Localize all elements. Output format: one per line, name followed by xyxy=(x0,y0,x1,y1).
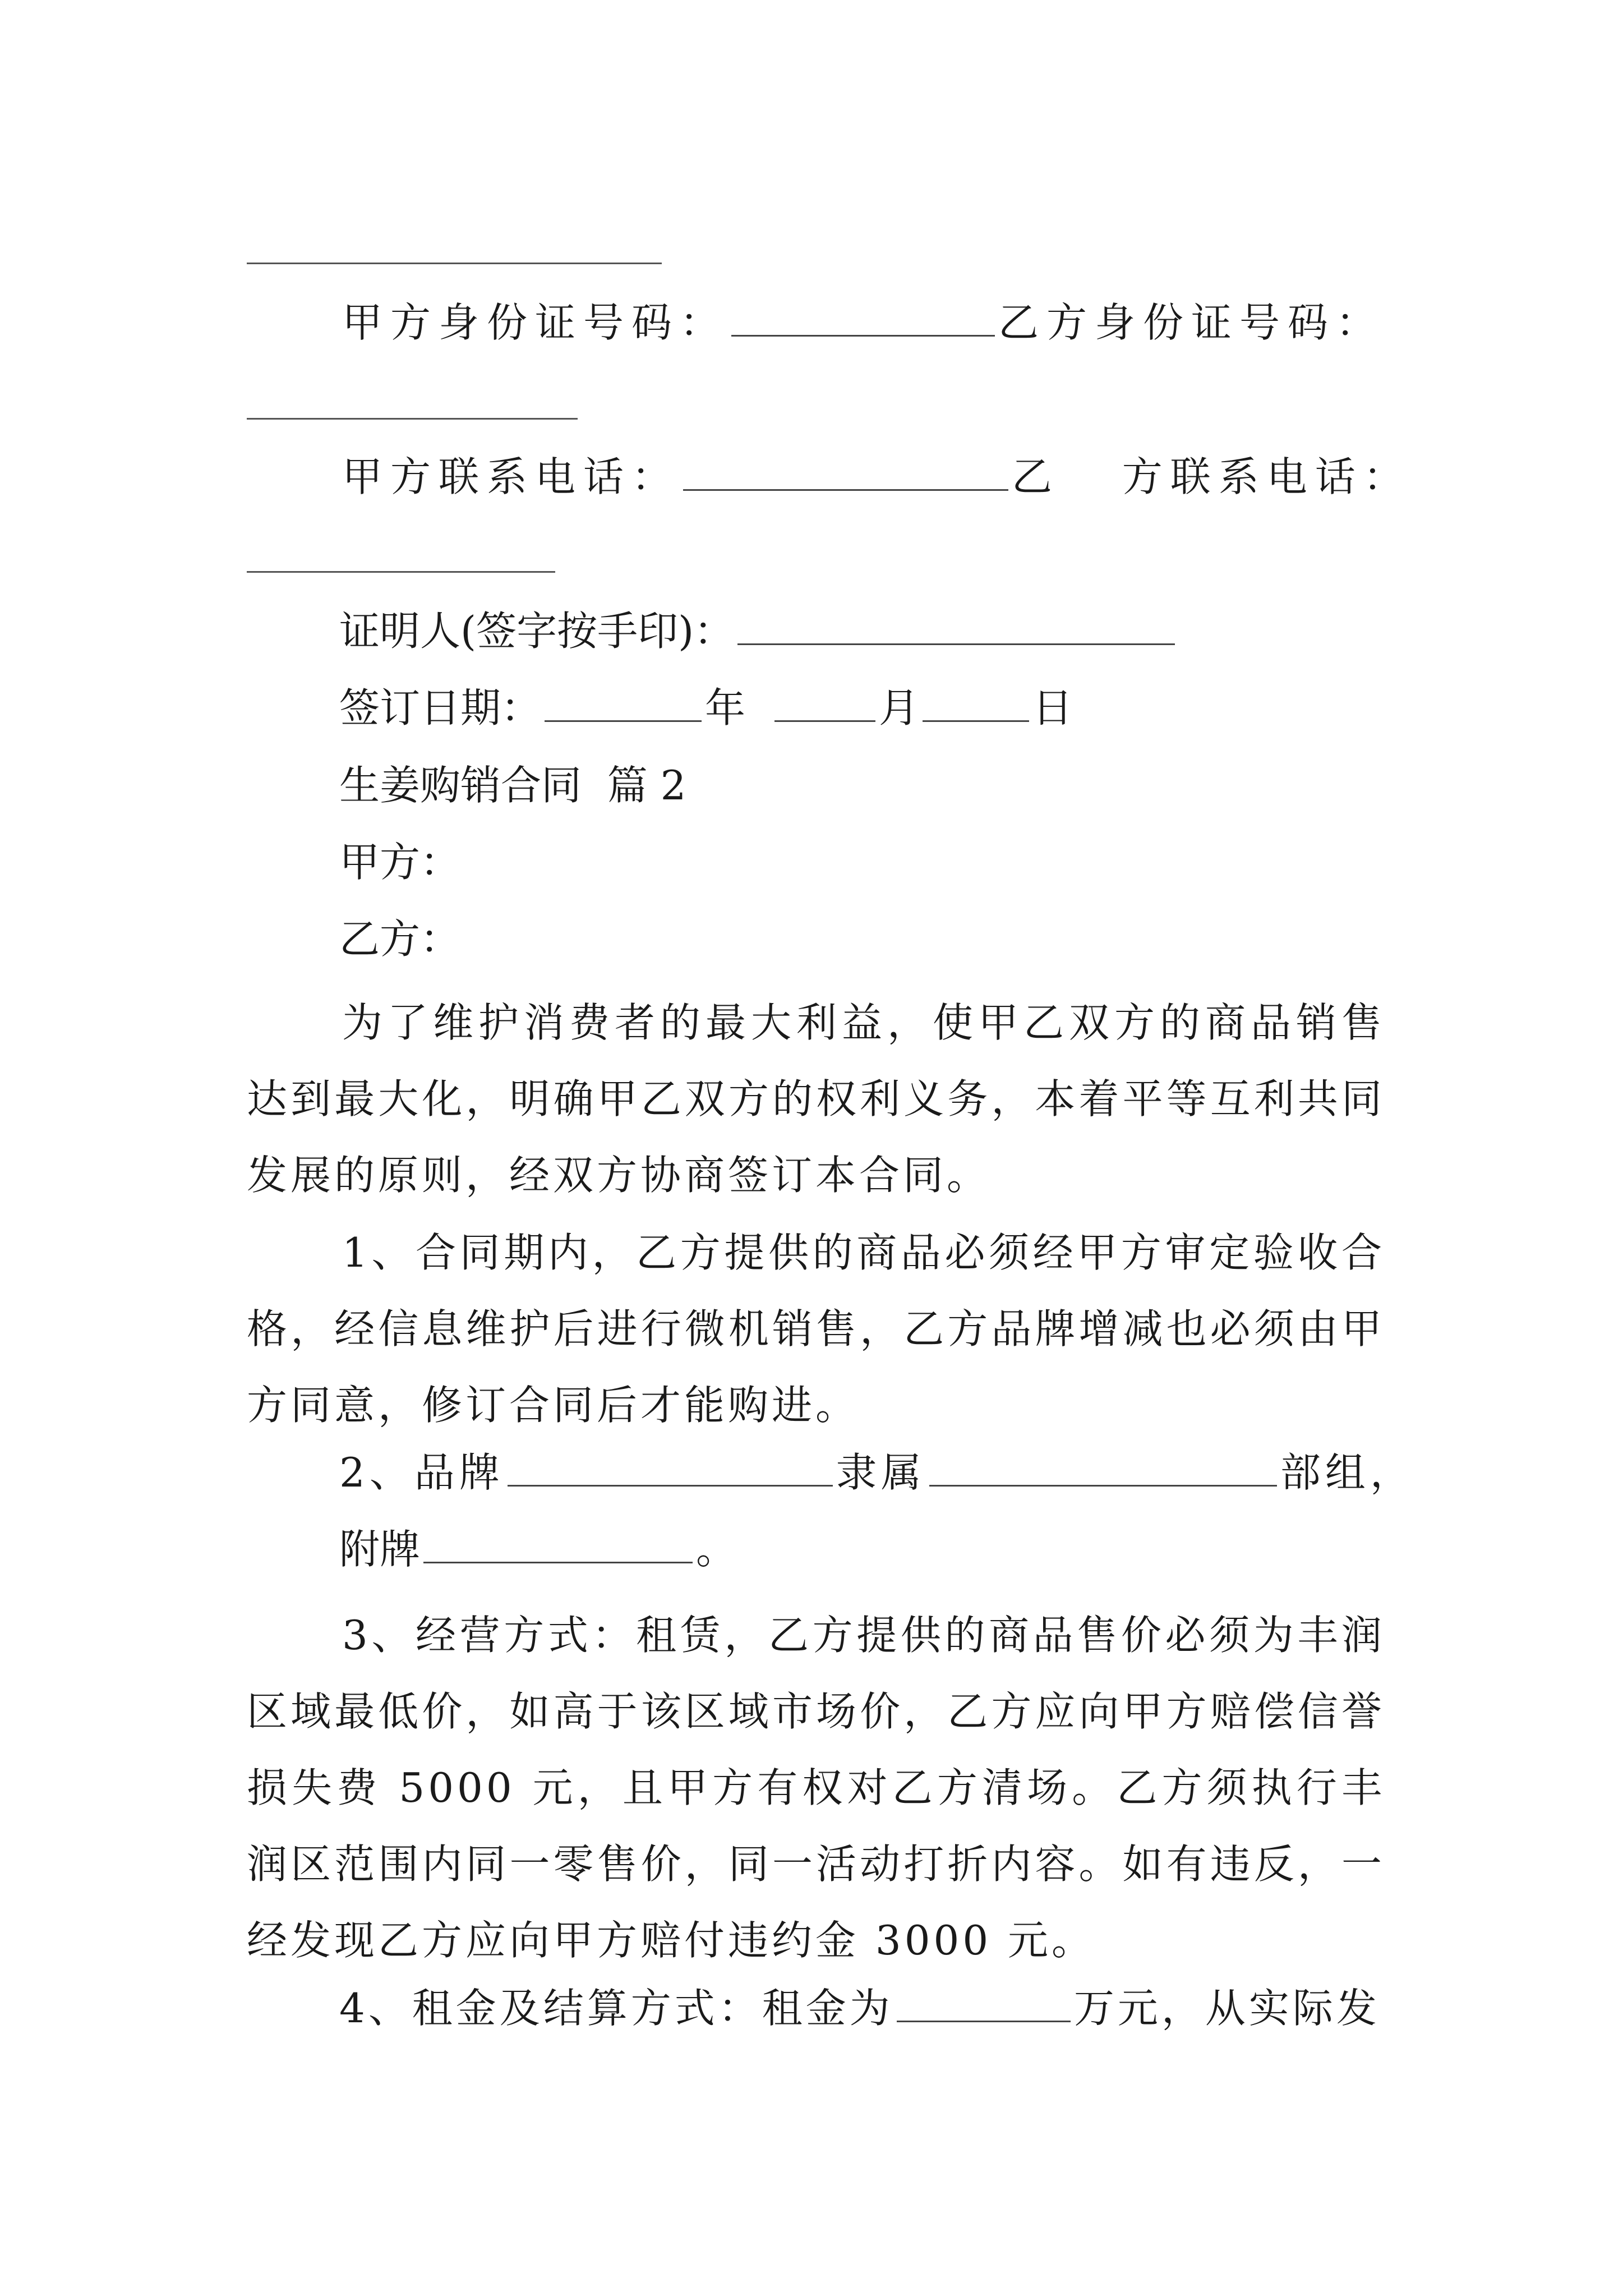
party-b-line: 乙方： xyxy=(339,915,461,963)
party-a-line: 甲方： xyxy=(339,839,461,886)
witness-blank xyxy=(737,605,1175,645)
party-b-id-blank xyxy=(247,418,578,420)
clause-2-mid: 隶属 xyxy=(836,1449,926,1496)
sign-date-line xyxy=(339,680,1073,736)
clause-2-line-1 xyxy=(339,1444,1415,1501)
party-b-id-label: 乙方身份证号码： xyxy=(998,299,1385,346)
clause-2-prefix: 2、品牌 xyxy=(339,1449,504,1496)
clause-4-line xyxy=(339,1980,1380,2036)
contract-title: 生姜购销合同 篇 2 xyxy=(339,762,686,809)
id-number-line xyxy=(342,295,1384,351)
month-label: 月 xyxy=(878,684,919,731)
month-blank xyxy=(774,682,875,722)
phone-line xyxy=(342,449,1412,505)
clause-4-prefix: 4、租金及结算方式：租金为 xyxy=(339,1985,893,2032)
department-blank xyxy=(929,1447,1277,1487)
party-a-id-blank xyxy=(731,297,995,337)
clause-2-line2-suffix: 。 xyxy=(696,1526,737,1573)
intro-paragraph: 为了维护消费者的最大利益，使甲乙双方的商品销售达到最大化，明确甲乙双方的权利义务，本着平等互利共同发展的原则，经双方协商签订本合同。 xyxy=(247,999,1385,1199)
date-label: 签订日期： xyxy=(339,684,542,731)
year-blank xyxy=(545,682,702,722)
clause-1: 1、合同期内，乙方提供的商品必须经甲方审定验收合格，经信息维护后进行微机销售，乙方品牌增减也必须由甲方同意，修订合同后才能购进。 xyxy=(247,1229,1385,1429)
party-a-phone-label: 甲方联系电话： xyxy=(342,453,680,500)
rent-blank xyxy=(897,1982,1071,2022)
day-blank xyxy=(923,682,1029,722)
clause-2-line2-prefix: 附牌 xyxy=(339,1526,421,1573)
clause-4-suffix: 万元，从实际发 xyxy=(1073,1985,1380,2032)
day-label: 日 xyxy=(1032,684,1073,731)
witness-label: 证明人(签字按手印)： xyxy=(339,608,735,655)
witness-line xyxy=(339,603,1178,659)
party-b-phone-label-1: 乙 xyxy=(1012,453,1061,500)
clause-2-suffix: 部组， xyxy=(1280,1449,1415,1496)
party-a-phone-blank xyxy=(683,451,1008,491)
party-b-phone-label-2: 方联系电话： xyxy=(1122,453,1412,500)
year-label: 年 xyxy=(705,684,746,731)
party-b-phone-blank xyxy=(247,571,555,573)
blank-line-top xyxy=(247,263,662,264)
sub-brand-blank xyxy=(423,1524,693,1563)
brand-blank xyxy=(508,1447,833,1487)
party-a-id-label: 甲方身份证号码： xyxy=(342,299,728,346)
clause-2-line-2 xyxy=(339,1521,736,1577)
clause-3: 3、经营方式：租赁，乙方提供的商品售价必须为丰润区域最低价，如高于该区域市场价，乙方应向甲方赔偿信誉损失费 5000 元，且甲方有权对乙方清场。乙方须执行丰润区范围内同一零售价，同一活动打折内容。如有违反，一经发现乙方应向甲方赔付违约金 3000 元。 xyxy=(247,1612,1385,1964)
